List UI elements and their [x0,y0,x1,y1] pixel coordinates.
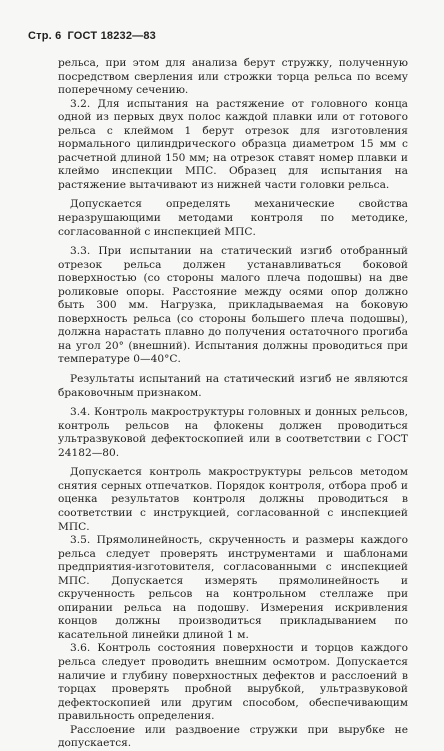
paragraph: 3.5. Прямолинейность, скрученность и размеры каждого рельса следует проверять инструментами и шаблонами предприятия-изготовителя, согласованными с инспекцией МПС. Допускается измерять прямолинейность и скрученность рельсов на контрольном стеллаже при опирании рельса на подошву. Измерения искривления концов должны производиться прикладыванием по касательной линейки длиной 1 м. [58,534,408,641]
paragraph: 3.2. Для испытания на растяжение от головного конца одной из первых двух полос каждой плавки или от готового рельса с клеймом 1 берут отрезок для изготовления нормального цилиндрического образца диаметром 15 мм с расчетной длиной 150 мм; на отрезок ставят номер плавки и клеймо инспекции МПС. Образец для испытания на растяжение вытачивают из нижней части головки рельса. [58,97,408,191]
page-number: Стр. 6 [28,30,62,42]
page-header [28,30,156,42]
paragraph: 3.3. При испытании на статический изгиб отобранный отрезок рельса должен устанавливаться боковой поверхностью (со стороны малого плеча подошвы) на две роликовые опоры. Расстояние между осями опор должно быть 300 мм. Нагрузка, прикладываемая на боковую поверхность рельса (со стороны большего плеча подошвы), должна нарастать плавно до получения остаточного прогиба на угол 20° (внешний). Испытания должны проводиться при температуре 0—40°С. [58,245,408,366]
paragraph: 3.4. Контроль макроструктуры головных и донных рельсов, контроль рельсов на флокены должен проводиться ультразвуковой дефектоскопией или в соответствии с ГОСТ 24182—80. [58,406,408,459]
paragraph: рельса, при этом для анализа берут стружку, полученную посредством сверления или строжки торца рельса по всему поперечному сечению. [58,57,408,97]
paragraph: Допускается определять механические свойства неразрушающими методами контроля по методике, согласованной с инспекцией МПС. [58,198,408,238]
paragraph: Допускается контроль макроструктуры рельсов методом снятия серных отпечатков. Порядок контроля, отбора проб и оценка результатов контроля должны проводиться в соответствии с инструкцией, согласованной с инспекцией МПС. [58,466,408,533]
paragraph: Результаты испытаний на статический изгиб не являются браковочным признаком. [58,373,408,399]
paragraph: Расслоение или раздвоение стружки при вырубке не допускается. [58,723,408,750]
standard-code: ГОСТ 18232—83 [67,30,157,42]
body-text [58,57,408,751]
paragraph: 3.6. Контроль состояния поверхности и торцов каждого рельса следует проводить внешним осмотром. Допускается наличие и глубину поверхностных дефектов и расслоений в торцах проверять пробной вырубкой, ультразвуковой дефектоскопией или другим способом, обеспечивающим правильность определения. [58,642,408,723]
